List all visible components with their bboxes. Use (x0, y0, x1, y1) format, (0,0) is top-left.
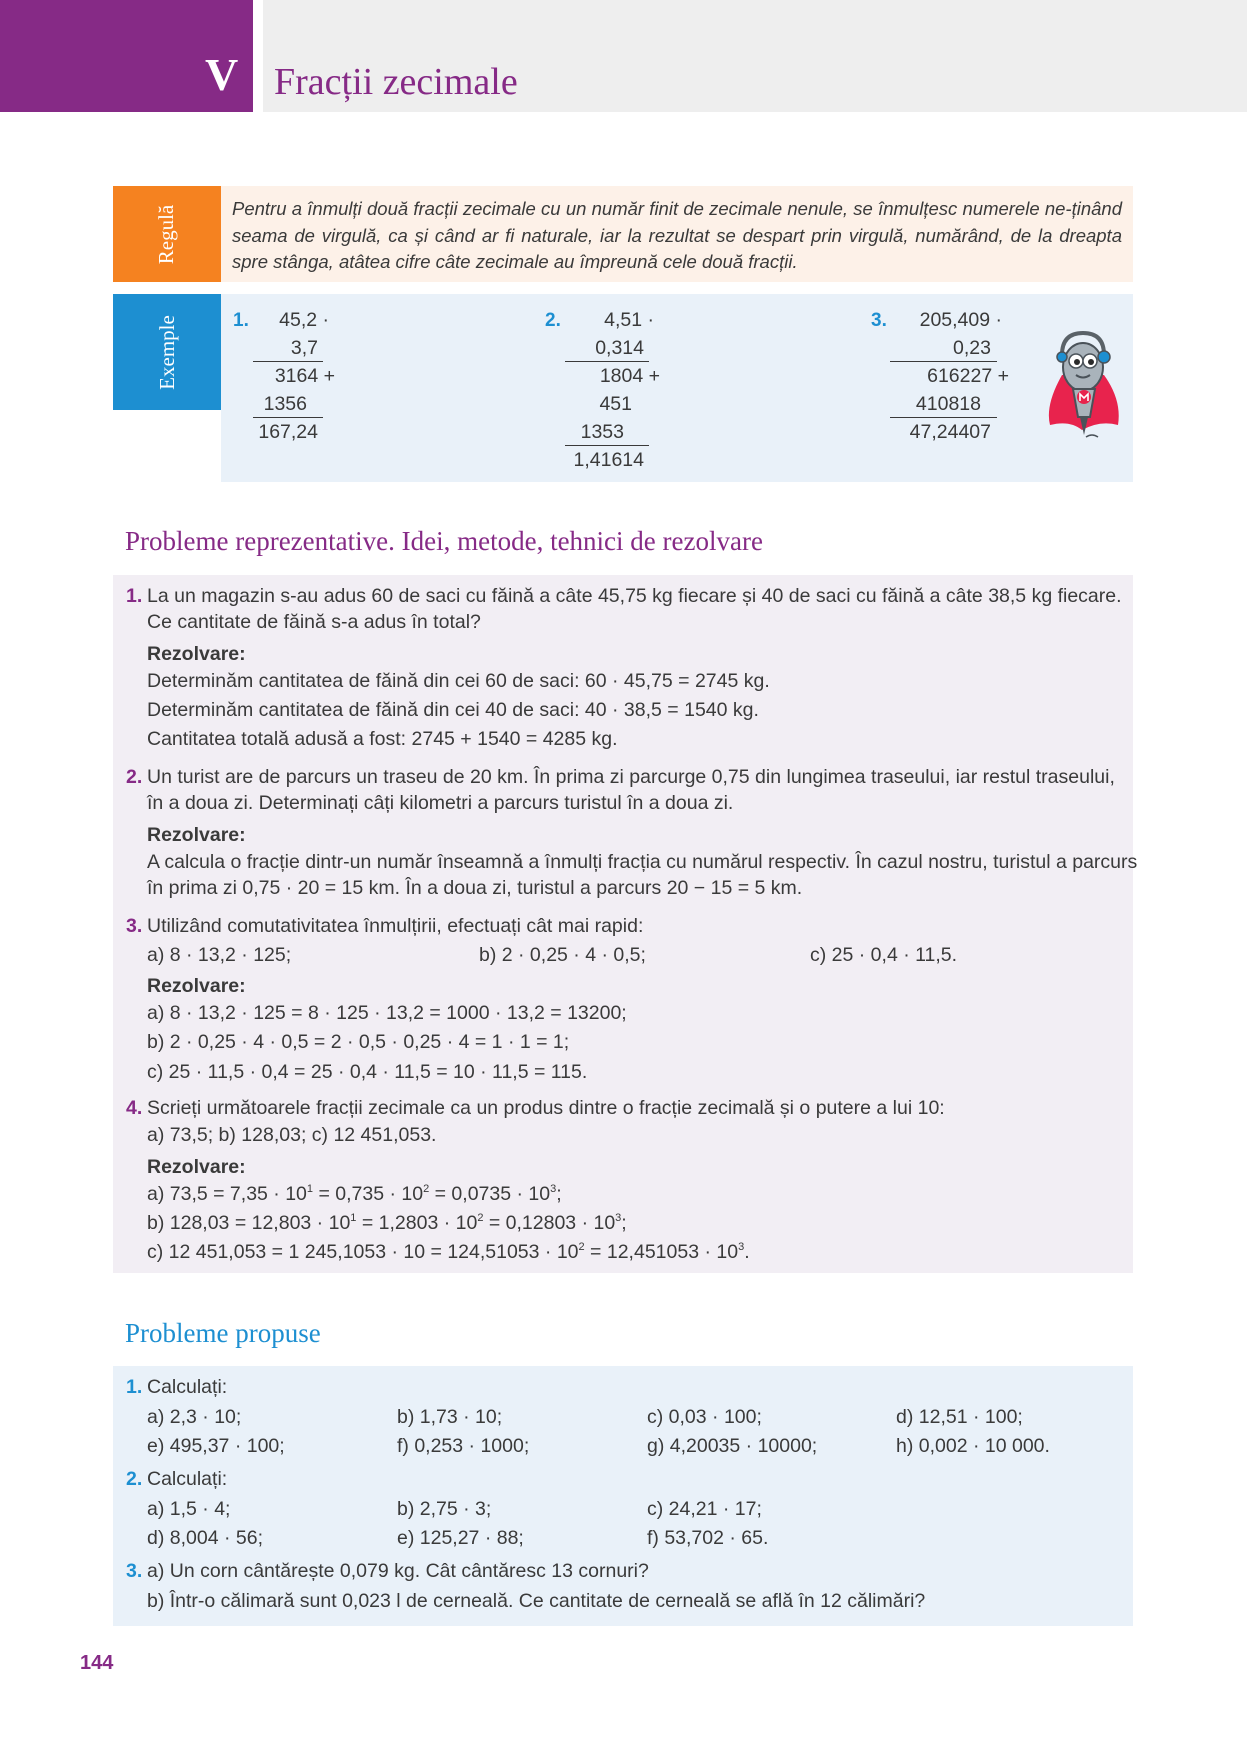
mascot-illustration (1040, 325, 1125, 450)
rule-label: Regulă (154, 204, 179, 264)
problem-text: Un turist are de parcurs un traseu de 20 km. În prima zi parcurge 0,75 din lungimea traseului, iar restul traseului, (147, 766, 1115, 788)
page-number: 144 (80, 1652, 114, 1674)
solution-line: A calcula o fracție dintr-un număr înseamnă a înmulți fracția cu numărul respectiv. În cazul nostru, turistul a parcurs (147, 851, 1138, 873)
example-number: 1. (233, 310, 249, 331)
solution-line: b) 2 · 0,25 · 4 · 0,5 = 2 · 0,5 · 0,25 · 4 = 1 · 1 = 1; (147, 1031, 570, 1053)
example-line: 205,409 · (919, 309, 1002, 331)
exercise-item: c) 24,21 · 17; (647, 1498, 762, 1520)
problem-text: în a doua zi. Determinați câți kilometri a parcurs turistul în a doua zi. (147, 792, 734, 814)
solution-line: c) 25 · 11,5 · 0,4 = 25 · 0,4 · 11,5 = 10 · 11,5 = 115. (147, 1061, 588, 1083)
example-line: 45,2 · (279, 309, 329, 331)
exercise-item: a) 8 · 13,2 · 125; (147, 944, 292, 966)
problem-number: 1. (126, 1376, 143, 1398)
problem-number: 2. (126, 1468, 143, 1490)
rule-line (565, 361, 649, 362)
example-line: 47,24407 (909, 421, 991, 443)
exercise-item: b) 2 · 0,25 · 4 · 0,5; (479, 944, 646, 966)
exercise-item: f) 0,253 · 1000; (397, 1435, 530, 1457)
example-line: 1353 (580, 421, 624, 443)
example-line: 3164 + (274, 365, 335, 387)
problem-text: Utilizând comutativitatea înmulțirii, efectuați cât mai rapid: (147, 915, 644, 937)
solution-line: Determinăm cantitatea de făină din cei 60 de saci: 60 · 45,75 = 2745 kg. (147, 670, 770, 692)
exercise-item: f) 53,702 · 65. (647, 1527, 769, 1549)
problem-text: Scrieți următoarele fracții zecimale ca un produs dintre o fracție zecimală și o putere a lui 10: (147, 1097, 945, 1119)
problem-text: b) Într-o călimară sunt 0,023 l de cerneală. Ce cantitate de cerneală se află în 12 călimări? (147, 1590, 926, 1612)
section-title: Probleme reprezentative. Idei, metode, tehnici de rezolvare (125, 526, 763, 556)
exercise-item: e) 125,27 · 88; (397, 1527, 524, 1549)
problem-number: 1. (126, 585, 143, 607)
solution-label: Rezolvare: (147, 824, 246, 846)
exercise-item: b) 2,75 · 3; (397, 1498, 492, 1520)
example-line: 451 (599, 393, 632, 415)
rule-line (890, 417, 997, 418)
rule-line (253, 361, 323, 362)
exercise-item: d) 12,51 · 100; (896, 1406, 1023, 1428)
exercise-item: g) 4,20035 · 10000; (647, 1435, 818, 1457)
solution-line: a) 8 · 13,2 · 125 = 8 · 125 · 13,2 = 1000 · 13,2 = 13200; (147, 1002, 627, 1024)
solution-line: Cantitatea totală adusă a fost: 2745 + 1540 = 4285 kg. (147, 728, 618, 750)
exercise-items: a) 73,5; b) 128,03; c) 12 451,053. (147, 1124, 437, 1146)
example-line: 1804 + (599, 365, 660, 387)
rule-text: Pentru a înmulți două fracții zecimale cu un număr finit de zecimale nenule, se înmulțesc numerele ne-ținând seama de virgulă, ca și când ar fi naturale, iar la rezultat se despart prin virgulă, numărând, de la dreapta spre stânga, atâtea cifre câte zecimale au împreună cele două fracții. (232, 198, 1122, 272)
example-line: 4,51 · (604, 309, 654, 331)
solution-line: c) 12 451,053 = 1 $245,1053 \cdot 10 = 124,51053 \cdot 10^2 = 12,451053 \cdot 10^3$. (147, 1241, 750, 1263)
examples-label: Exemple (154, 314, 179, 390)
exercise-item: e) 495,37 · 100; (147, 1435, 285, 1457)
exercise-item: b) 1,73 · 10; (397, 1406, 503, 1428)
exercise-item: c) 25 · 0,4 · 11,5. (810, 944, 958, 966)
problem-number: 3. (126, 1560, 143, 1582)
exercise-item: h) 0,002 · 10 000. (896, 1435, 1050, 1457)
chapter-number: V (205, 49, 239, 100)
rule-line (890, 361, 997, 362)
example-line: 3,7 (290, 337, 318, 359)
section-title: Probleme propuse (125, 1318, 321, 1348)
rule-line (253, 417, 323, 418)
example-number: 3. (871, 310, 887, 331)
examples-tab (113, 294, 221, 410)
example-line: 0,314 (595, 337, 644, 359)
exercise-item: d) 8,004 · 56; (147, 1527, 263, 1549)
rule-line (565, 445, 649, 446)
exercise-item: a) 2,3 · 10; (147, 1406, 242, 1428)
example-line: 0,23 (953, 337, 991, 359)
rule-tab (113, 186, 221, 282)
exercise-item: a) 1,5 · 4; (147, 1498, 231, 1520)
solution-line: a) $73,5 = 7,35 \cdot 10^1 = 0,735 \cdot 10^2 = 0,0735 \cdot 10^3$; (147, 1183, 562, 1205)
example-line: 616227 + (927, 365, 1009, 387)
problem-number: 2. (126, 766, 143, 788)
solution-line: în prima zi 0,75 · 20 = 15 km. În a doua zi, turistul a parcurs 20 − 15 = 5 km. (147, 877, 803, 899)
solution-label: Rezolvare: (147, 1156, 246, 1178)
solution-label: Rezolvare: (147, 975, 246, 997)
problem-text: Calculați: (147, 1468, 228, 1490)
problem-text: Calculați: (147, 1376, 228, 1398)
example-number: 2. (545, 310, 561, 331)
solution-line: b) $128,03 = 12,803 \cdot 10^1 = 1,2803 \cdot 10^2 = 0,12803 \cdot 10^3$; (147, 1212, 627, 1234)
problem-text: La un magazin s-au adus 60 de saci cu făină a câte 45,75 kg fiecare și 40 de saci cu făină a câte 38,5 kg fiecare. (147, 585, 1122, 607)
exercise-item: c) 0,03 · 100; (647, 1406, 762, 1428)
example-line: 167,24 (258, 421, 318, 443)
example-line: 1,41614 (573, 449, 644, 471)
problem-number: 3. (126, 915, 143, 937)
solution-line: Determinăm cantitatea de făină din cei 40 de saci: 40 · 38,5 = 1540 kg. (147, 699, 759, 721)
example-line: 410818 (915, 393, 981, 415)
problem-text: Ce cantitate de făină s-a adus în total? (147, 611, 481, 633)
chapter-header (0, 0, 1247, 112)
problem-text: a) Un corn cântărește 0,079 kg. Cât cântăresc 13 cornuri? (147, 1560, 649, 1582)
example-line: 1356 (263, 393, 307, 415)
chapter-title: Fracții zecimale (274, 61, 518, 103)
solution-label: Rezolvare: (147, 643, 246, 665)
problem-number: 4. (126, 1097, 143, 1119)
